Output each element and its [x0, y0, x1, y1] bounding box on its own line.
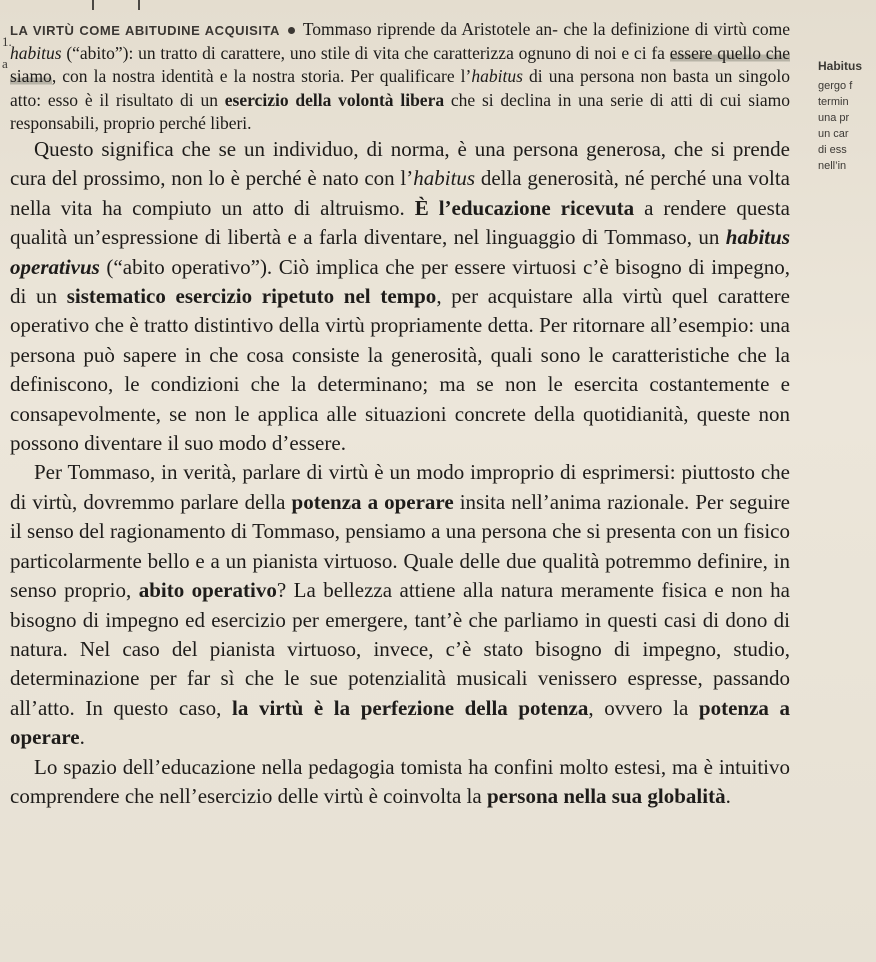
bold-term: potenza a operare [10, 695, 790, 750]
glossary-line: una pr [818, 112, 850, 124]
text-run: Per Tommaso, in verità, parlare di virtù è un modo improprio di esprimersi: piuttosto che di virtù, dovremmo parlare della [10, 460, 790, 514]
glossary-title: Habitus [818, 59, 863, 73]
italic-term: habitus [10, 43, 62, 64]
margin-number: 1. [2, 34, 12, 49]
heading-tail: Tommaso riprende da Aristotele an- [302, 19, 559, 39]
paragraph-2 [10, 135, 790, 458]
text-run: , per acquistare alla virtù quel carattere operativo che è tratto distintivo della virtù propriamente detta. Per ritornare all’esempio: una persona può sapere in che cosa consiste la generosità, quali sono le caratteristiche che la definiscono, le condizioni che la determinano; ma se non le esercita costantemente e consapevolmente, se non le applica alle situazioni concrete della quotidianità, queste non possono diventare il suo modo d’essere. [10, 284, 790, 456]
glossary-line: gergo f [818, 80, 853, 92]
text-run: (“abito operativo”). Ciò implica che per essere virtuosi c’è bisogno di impegno, di un [10, 254, 790, 309]
text-run: che si declina in una serie di atti di cui siamo responsabili, proprio perché liberi. [10, 89, 790, 133]
bold-term: sistematico esercizio ripetuto nel tempo [66, 284, 437, 309]
bold-italic-term: habitus operativus [10, 225, 790, 279]
text-run: Lo spazio dell’educazione nella pedagogia tomista ha confini molto estesi, ma è intuitivo comprendere che nell’esercizio delle virtù è coinvolta la [10, 754, 790, 808]
text-run: basta un singolo atto: esso è il risultato di un [10, 66, 790, 110]
text-run: di una persona non [522, 66, 667, 87]
glossary-sidebar [818, 58, 876, 174]
bullet-separator [288, 27, 295, 34]
paragraph-4 [10, 753, 790, 812]
bold-term: esercizio della volontà libera [224, 89, 445, 110]
bold-term: potenza a operare [291, 489, 454, 514]
text-run: . [79, 725, 85, 750]
bold-term: È l’educazione ricevuta [414, 195, 635, 220]
text-run: ? La bellezza attiene alla natura meramente fisica e non ha bisogno di impegno ed esercizio per emergere, tant’è che parliamo in questi casi di dono di natura. Nel caso del pianista virtuoso, invece, c’è stato bisogno di impegno, studio, determinazione per far sì che le sue potenzialità musicali venissero espresse, passando all’atto. In questo caso, [10, 578, 791, 720]
text-run: . [725, 783, 731, 808]
main-text [10, 18, 790, 811]
bold-term: persona nella sua globalità [486, 783, 726, 808]
italic-term: habitus [471, 66, 523, 87]
text-run: che la definizione di virtù come [563, 19, 791, 39]
text-run: la nostra identità e la nostra storia. Per qualificare l’ [93, 66, 472, 87]
bold-term: la virtù è la perfezione della potenza [232, 695, 589, 720]
paragraph-1 [10, 18, 790, 135]
text-run: stile di vita che caratterizza ognuno di noi e ci fa [320, 43, 670, 64]
glossary-line: un car [818, 128, 849, 140]
top-margin-mark [92, 0, 140, 10]
section-heading: LA VIRTÙ COME ABITUDINE ACQUISITA [10, 23, 280, 38]
text-run: , ovvero la [588, 695, 699, 720]
paragraph-3 [10, 458, 790, 752]
glossary-line: termin [818, 96, 849, 108]
text-run: , con [51, 66, 88, 87]
text-run: della generosità, né perché una volta nella vita ha compiuto un atto di altruismo. [10, 166, 790, 220]
highlighted-text: essere quello che siamo [10, 43, 790, 87]
italic-term: habitus [413, 166, 476, 191]
text-run: Questo significa che se un individuo, di norma, è una persona generosa, che si prende cura del prossimo, non lo è perché è nato con l’ [10, 137, 790, 191]
text-run: insita nell’anima razionale. Per seguire il senso del ragionamento di Tommaso, pensiamo a una persona che si presenta con un fisico particolarmente bello e a un pianista virtuoso. Quale delle due qualità potremmo definire, in senso proprio, [10, 489, 791, 603]
margin-letter: a [2, 56, 8, 71]
bold-term: abito operativo [138, 578, 277, 603]
text-run: a rendere questa qualità un’espressione di libertà e a farla diventare, nel linguaggio di Tommaso, un [10, 195, 791, 250]
glossary-line: di ess [818, 144, 847, 156]
glossary-line: nell’in [818, 160, 847, 172]
text-run: (“abito”): un tratto di carattere, uno [61, 43, 317, 64]
